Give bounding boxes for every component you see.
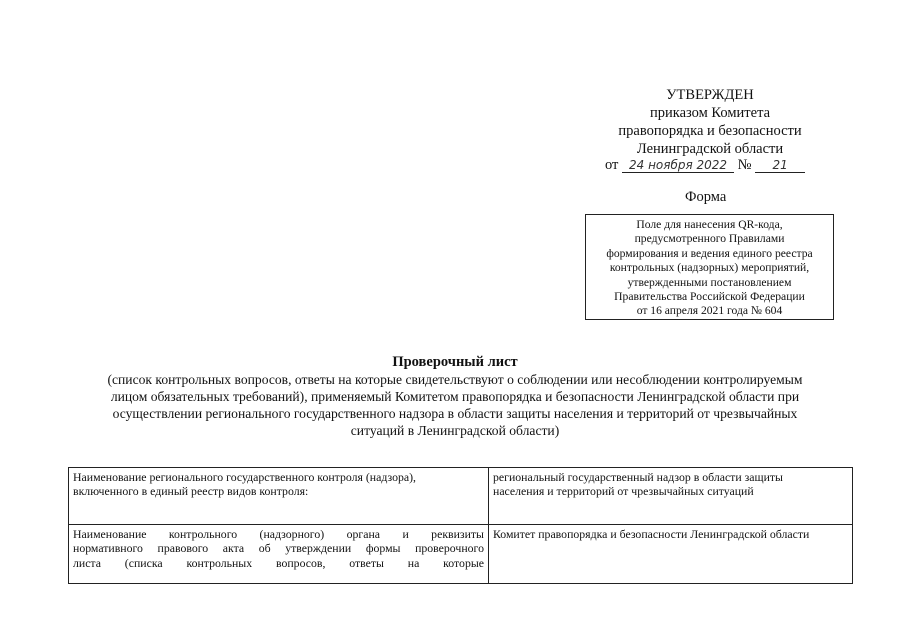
qr-box-line: предусмотренного Правилами: [634, 232, 785, 246]
qr-box-line: формирования и ведения единого реестра: [606, 246, 813, 260]
cell-line: Комитет правопорядка и безопасности Ленинградской области: [493, 527, 810, 541]
document-title: Проверочный лист: [392, 354, 518, 370]
info-table: [68, 467, 853, 584]
subtitle-line: (список контрольных вопросов, ответы на которые свидетельствуют о соблюдении или несоблюдении контролируемым: [107, 372, 803, 387]
table-row: [69, 525, 853, 584]
approval-line: Ленинградской области: [636, 141, 784, 157]
subtitle-line: лицом обязательных требований), применяемый Комитетом правопорядка и безопасности Ленинградской области при: [110, 389, 800, 404]
table-cell-label: [69, 525, 489, 584]
qr-code-field: [585, 214, 834, 320]
approval-block: [585, 86, 835, 158]
cell-line: населения и территорий от чрезвычайных ситуаций: [493, 484, 754, 499]
table-cell-value: [489, 525, 853, 584]
cell-line: Наименование регионального государственного контроля (надзора),: [73, 470, 416, 484]
cell-line: нормативного правового акта об утверждении формы проверочного: [73, 541, 484, 556]
form-label: Форма: [685, 189, 727, 205]
approval-line: правопорядка и безопасности: [618, 123, 802, 139]
table-cell-label: [69, 468, 489, 525]
handwritten-date: 24 ноября 2022: [622, 158, 734, 173]
date-prefix: от: [605, 157, 619, 173]
cell-line: Наименование контрольного (надзорного) органа и реквизиты: [73, 527, 484, 541]
qr-box-line: Поле для нанесения QR-кода,: [636, 218, 783, 231]
qr-box-line: контрольных (надзорных) мероприятий,: [609, 261, 810, 275]
table-cell-value: [489, 468, 853, 525]
cell-line: листа (списка контрольных вопросов, ответы на которые: [73, 555, 484, 570]
qr-box-line: утвержденными постановлением: [627, 275, 792, 289]
subtitle-line: осуществлении регионального государственного надзора в области защиты населения и территорий от чрезвычайных: [112, 406, 798, 421]
approval-heading: УТВЕРЖДЕН: [666, 87, 754, 103]
number-prefix: №: [737, 157, 752, 173]
approval-date-line: [605, 156, 825, 174]
subtitle-line: ситуаций в Ленинградской области): [350, 423, 560, 438]
approval-line: приказом Комитета: [649, 105, 771, 121]
handwritten-number: 21: [755, 158, 805, 173]
cell-line: включенного в единый реестр видов контроля:: [73, 484, 309, 499]
document-subtitle: [60, 371, 850, 439]
qr-box-line: Правительства Российской Федерации: [614, 290, 805, 304]
qr-box-line: от 16 апреля 2021 года № 604: [636, 304, 783, 318]
table-row: [69, 468, 853, 525]
cell-line: региональный государственный надзор в области защиты: [493, 470, 783, 484]
